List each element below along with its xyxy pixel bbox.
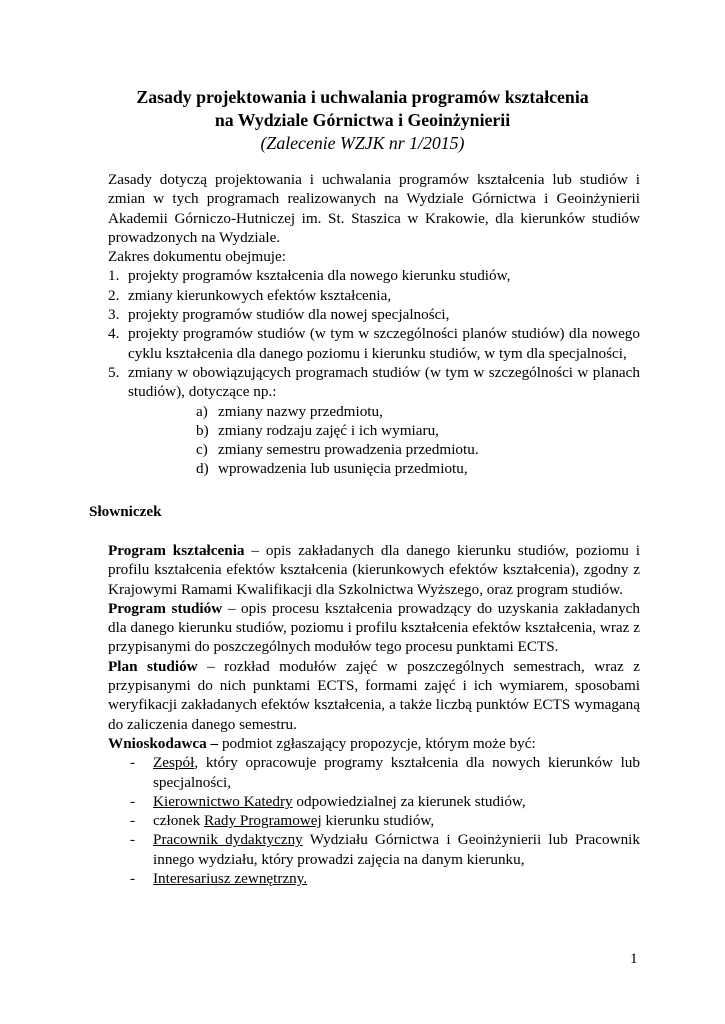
term: Program kształcenia [108, 542, 245, 559]
definition-wnioskodawca [108, 734, 640, 753]
scope-item [108, 266, 640, 285]
scope-item [108, 363, 640, 402]
sub-item [196, 402, 640, 421]
scope-item [108, 324, 640, 363]
definition-program-ksztalcenia [108, 541, 640, 599]
applicant-text: Wydziału Górnictwa i Geoinżynierii lub Pracownik innego wydziału, który prowadzi zajęcia na danym kierunku, [153, 831, 640, 868]
applicant-term: Pracownik dydaktyczny [153, 831, 303, 849]
scope-item [108, 305, 640, 324]
sub-item-text: wprowadzenia lub usunięcia przedmiotu, [218, 460, 468, 478]
item-text: zmiany w obowiązujących programach studiów (w tym w szczególności w planach studiów), dotyczące np.: [128, 363, 640, 401]
scope-item [108, 286, 640, 305]
applicant-term: Zespół [153, 754, 195, 772]
item-number: 3. [108, 306, 120, 324]
item-text: zmiany kierunkowych efektów kształcenia, [128, 286, 392, 304]
term: Wnioskodawca – [108, 734, 219, 752]
applicant-prefix: członek [153, 812, 205, 830]
item-text: projekty programów kształcenia dla nowego kierunku studiów, [128, 267, 511, 285]
sub-item-text: zmiany semestru prowadzenia przedmiotu. [218, 441, 479, 459]
definition-text: – opis procesu kształcenia prowadzący do uzyskania zakładanych dla danego kierunku studiów, poziomu i profilu kształcenia efektów kształcenia, wraz z przypisanymi do poszczególnych modułów tego procesu punktami ECTS. [108, 599, 641, 656]
dash-bullet: - [130, 831, 136, 849]
dash-bullet: - [130, 870, 136, 888]
sub-item-text: zmiany rodzaju zajęć i ich wymiaru, [218, 421, 439, 439]
sub-item-letter: a) [196, 402, 208, 420]
applicant-term: Rady Programowej [204, 812, 322, 830]
page-number: 1 [630, 950, 638, 967]
applicant-text: kierunku studiów, [321, 812, 435, 830]
applicant-term: Interesariusz zewnętrzny. [153, 870, 308, 888]
scope-list [108, 266, 640, 401]
title-line-2: na Wydziale Górnictwa i Geoinżynierii [214, 110, 511, 130]
sub-item-letter: c) [196, 441, 208, 459]
applicant-text: , który opracowuje programy kształcenia dla nowych kierunków lub specjalności, [153, 754, 640, 791]
definition-text: podmiot zgłaszający propozycje, którym może być: [218, 734, 536, 752]
intro-section [108, 170, 640, 479]
item-number: 4. [108, 325, 120, 343]
dash-bullet: - [130, 792, 136, 810]
intro-paragraph: Zasady dotyczą projektowania i uchwalania programów kształcenia lub studiów i zmian w tych programach realizowanych na Wydziale Górnictwa i Geoinżynierii Akademii Górniczo-Hutniczej im. St. Staszica w Krakowie, dla kierunków studiów prowadzonych na Wydziale. [108, 171, 640, 246]
document-title [0, 86, 725, 155]
sub-item [196, 421, 640, 440]
item-text: projekty programów studiów dla nowej specjalności, [128, 306, 450, 324]
sub-item-text: zmiany nazwy przedmiotu, [218, 402, 383, 420]
item-number: 2. [108, 286, 120, 304]
item-number: 5. [108, 363, 120, 381]
applicant-list [108, 753, 640, 888]
applicant-text: odpowiedzialnej za kierunek studiów, [292, 792, 526, 810]
sub-item [196, 440, 640, 459]
glossary-section [108, 541, 640, 888]
applicant-item [130, 811, 640, 830]
scope-label: Zakres dokumentu obejmuje: [108, 248, 286, 266]
applicant-item [130, 792, 640, 811]
definition-plan-studiow [108, 657, 640, 734]
applicant-item [130, 869, 640, 888]
definition-text: – rozkład modułów zajęć w poszczególnych semestrach, wraz z przypisanymi do nich punktami ECTS, formami zajęć i ich wymiarem, sposobami weryfikacji zakładanych efektów kształcenia, a także liczbą punktów ECTS wymaganą do zaliczenia danego semestru. [108, 657, 640, 733]
dash-bullet: - [130, 754, 136, 772]
applicant-item [130, 830, 640, 869]
definition-program-studiow [108, 599, 640, 657]
item-text: projekty programów studiów (w tym w szczególności planów studiów) dla nowego cyklu kształcenia dla danego poziomu i kierunku studiów, w tym dla specjalności, [128, 325, 640, 362]
term: Plan studiów [108, 657, 198, 675]
applicant-term: Kierownictwo Katedry [153, 792, 293, 810]
item-number: 1. [108, 267, 120, 285]
dash-bullet: - [130, 812, 136, 830]
definition-text: – opis zakładanych dla danego kierunku studiów, poziomu i profilu kształcenia efektów kształcenia (kierunkowych efektów kształcenia), zgodny z Krajowymi Ramami Kwalifikacji dla Szkolnictwa Wyższego, oraz program studiów. [108, 542, 640, 598]
sub-item [196, 459, 640, 478]
title-line-3: (Zalecenie WZJK nr 1/2015) [260, 133, 465, 153]
title-line-1: Zasady projektowania i uchwalania programów kształcenia [136, 87, 589, 107]
applicant-item [130, 753, 640, 792]
term: Program studiów [108, 599, 223, 617]
sub-item-letter: d) [196, 460, 209, 478]
sub-item-letter: b) [196, 421, 209, 439]
change-sublist [108, 402, 640, 479]
glossary-heading: Słowniczek [89, 503, 162, 520]
